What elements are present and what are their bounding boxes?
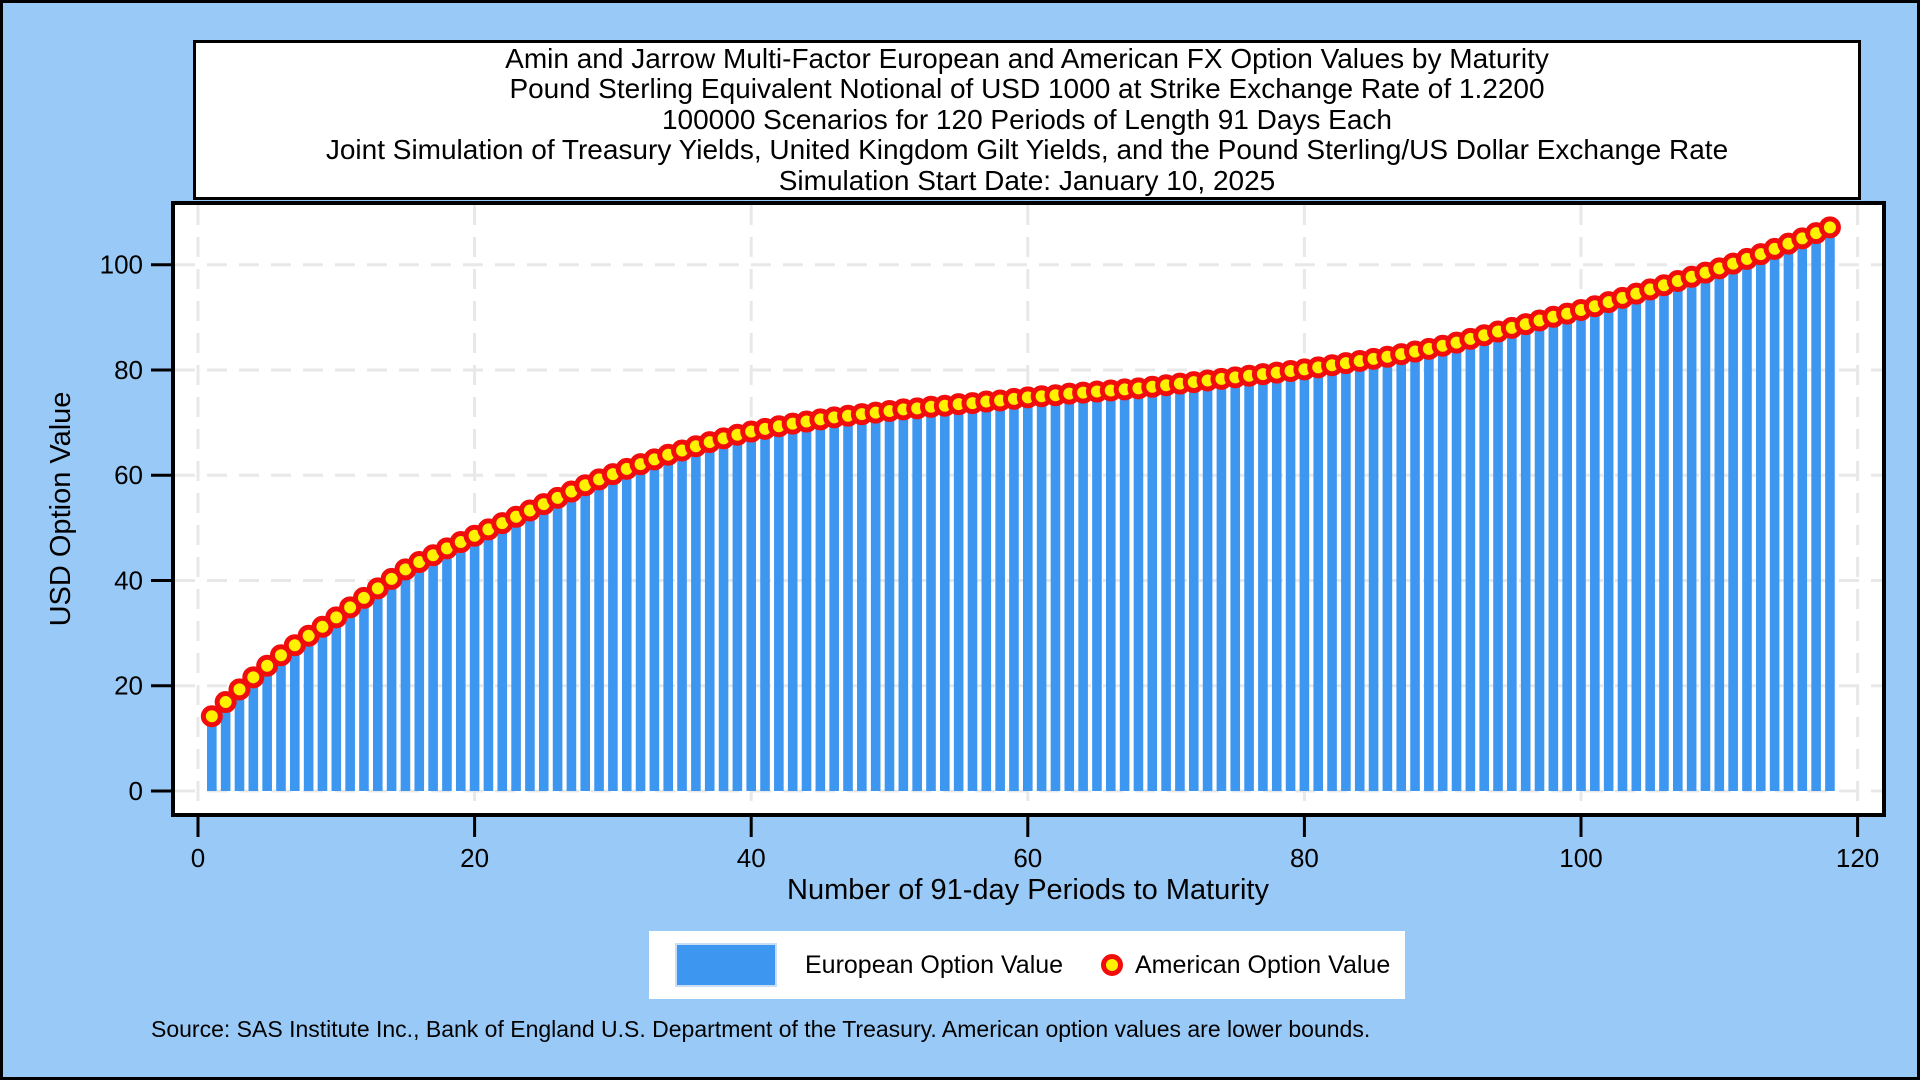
bar — [304, 636, 314, 791]
bar — [1147, 387, 1157, 791]
marker — [203, 708, 220, 725]
bar — [290, 645, 300, 791]
bar — [497, 523, 507, 791]
bar — [1313, 367, 1323, 791]
bar — [774, 426, 784, 791]
bar — [484, 529, 494, 791]
title-line-3: 100000 Scenarios for 120 Periods of Length 91 Days Each — [661, 103, 1393, 135]
bar — [249, 677, 259, 791]
bar — [1410, 352, 1420, 791]
bar — [442, 548, 452, 791]
x-tick-label: 0 — [190, 843, 206, 873]
bar — [733, 435, 743, 791]
bar — [1452, 343, 1462, 791]
bar — [1645, 289, 1655, 791]
bar — [1396, 354, 1406, 791]
bar — [829, 417, 839, 791]
bar — [1327, 365, 1337, 791]
y-tick-label: 80 — [114, 354, 143, 385]
bar — [401, 569, 411, 791]
bar — [622, 469, 632, 791]
bar — [912, 408, 922, 791]
bar — [1009, 399, 1019, 791]
y-tick-label: 40 — [114, 565, 143, 596]
y-axis-title: USD Option Value — [45, 391, 77, 627]
title-line-5: Simulation Start Date: January 10, 2025 — [778, 164, 1276, 196]
bar — [1687, 277, 1697, 791]
bar — [414, 562, 424, 791]
bar — [387, 579, 397, 791]
bar — [1230, 377, 1240, 791]
bar — [885, 411, 895, 791]
bar — [1106, 390, 1116, 791]
title-line-1: Amin and Jarrow Multi-Factor European and American FX Option Values by Maturity — [505, 42, 1549, 74]
bar — [1479, 335, 1489, 791]
bar — [788, 424, 798, 791]
bar — [1120, 389, 1130, 791]
bar — [705, 442, 715, 791]
bar — [1466, 339, 1476, 791]
bar — [1272, 373, 1282, 791]
bar — [1217, 379, 1227, 791]
bar — [636, 464, 646, 791]
bar — [1604, 302, 1614, 791]
bar — [650, 459, 660, 791]
bar — [940, 406, 950, 791]
bar — [1134, 388, 1144, 791]
bar — [1175, 384, 1185, 791]
bar — [1797, 238, 1807, 791]
bar — [1673, 281, 1683, 791]
bar — [843, 416, 853, 791]
x-axis-title: Number of 91-day Periods to Maturity — [787, 874, 1269, 906]
legend-circle-marker-icon — [1097, 950, 1127, 980]
bar — [511, 517, 521, 791]
bar — [1037, 396, 1047, 791]
y-tick-label: 60 — [114, 460, 143, 491]
bar — [525, 510, 535, 791]
x-tick-label: 100 — [1559, 843, 1603, 873]
bar — [276, 655, 286, 791]
bar — [1051, 395, 1061, 791]
y-tick-label: 0 — [128, 776, 143, 806]
bar — [663, 455, 673, 791]
bar — [262, 666, 272, 791]
legend-label-european: European Option Value — [805, 950, 1064, 979]
bar — [871, 413, 881, 791]
bar — [816, 419, 826, 791]
bar — [1549, 317, 1559, 791]
bar — [802, 422, 812, 791]
bar — [1618, 298, 1628, 791]
bar — [1811, 233, 1821, 791]
bar — [1189, 382, 1199, 791]
bar — [1064, 394, 1074, 791]
bar — [1784, 244, 1794, 791]
plot-area — [3, 3, 1920, 1083]
bar — [456, 542, 466, 791]
bar — [373, 588, 383, 791]
bar — [594, 479, 604, 791]
bar — [760, 429, 770, 791]
bar — [1383, 357, 1393, 791]
bar — [719, 438, 729, 791]
bar — [1562, 314, 1572, 791]
bar — [1770, 249, 1780, 791]
bar — [1507, 328, 1517, 791]
bar — [470, 536, 480, 791]
bar — [691, 446, 701, 791]
bar — [954, 404, 964, 791]
y-tick-label: 20 — [114, 670, 143, 701]
legend-bar-swatch — [675, 943, 777, 987]
bar — [995, 400, 1005, 791]
bar — [926, 407, 936, 791]
bar — [1424, 349, 1434, 791]
bar — [1493, 332, 1503, 791]
bar — [1078, 393, 1088, 791]
bar — [318, 627, 328, 791]
bar — [539, 504, 549, 791]
bar — [428, 555, 438, 791]
bar — [1286, 371, 1296, 791]
bar — [1825, 227, 1835, 791]
bar — [899, 409, 909, 791]
bar — [1521, 324, 1531, 791]
bar — [1355, 361, 1365, 791]
bar — [1244, 376, 1254, 791]
bar — [207, 716, 217, 791]
bar — [332, 617, 342, 791]
bar — [580, 485, 590, 791]
bar — [567, 492, 577, 791]
bar — [345, 607, 355, 791]
marker — [1821, 219, 1838, 236]
bar — [1258, 374, 1268, 791]
bar — [982, 402, 992, 791]
bar — [857, 414, 867, 791]
bar — [1756, 254, 1766, 791]
bar — [359, 598, 369, 791]
bar — [1438, 346, 1448, 791]
source-footnote: Source: SAS Institute Inc., Bank of England U.S. Department of the Treasury. American option values are lower bounds. — [151, 1016, 1371, 1042]
bar — [968, 403, 978, 791]
bar — [608, 474, 618, 791]
x-tick-label: 120 — [1835, 843, 1880, 873]
bar — [746, 432, 756, 791]
bar — [1742, 259, 1752, 791]
bar — [1590, 306, 1600, 791]
bar — [1369, 359, 1379, 791]
bar — [677, 450, 687, 791]
bar — [1535, 320, 1545, 791]
bar — [1300, 369, 1310, 791]
title-line-4: Joint Simulation of Treasury Yields, United Kingdom Gilt Yields, and the Pound Sterling/US Dollar Exchange Rate — [325, 134, 1729, 166]
bar — [1576, 310, 1586, 791]
bar — [1203, 380, 1213, 791]
bar — [1728, 264, 1738, 791]
bar — [1701, 273, 1711, 791]
x-tick-label: 80 — [1289, 843, 1319, 873]
bar — [1715, 268, 1725, 791]
bar — [1659, 285, 1669, 791]
x-tick-label: 20 — [460, 843, 490, 873]
bar — [1161, 385, 1171, 791]
legend-label-american: American Option Value — [1135, 950, 1391, 979]
bar — [1023, 397, 1033, 791]
bar — [553, 498, 563, 791]
x-tick-label: 60 — [1013, 843, 1043, 873]
title-line-2: Pound Sterling Equivalent Notional of USD 1000 at Strike Exchange Rate of 1.2200 — [509, 73, 1545, 105]
bar — [1632, 294, 1642, 791]
y-tick-label: 100 — [99, 249, 143, 280]
x-tick-label: 40 — [736, 843, 766, 873]
legend — [649, 931, 1405, 999]
bar — [1092, 392, 1102, 791]
bar — [1341, 363, 1351, 791]
